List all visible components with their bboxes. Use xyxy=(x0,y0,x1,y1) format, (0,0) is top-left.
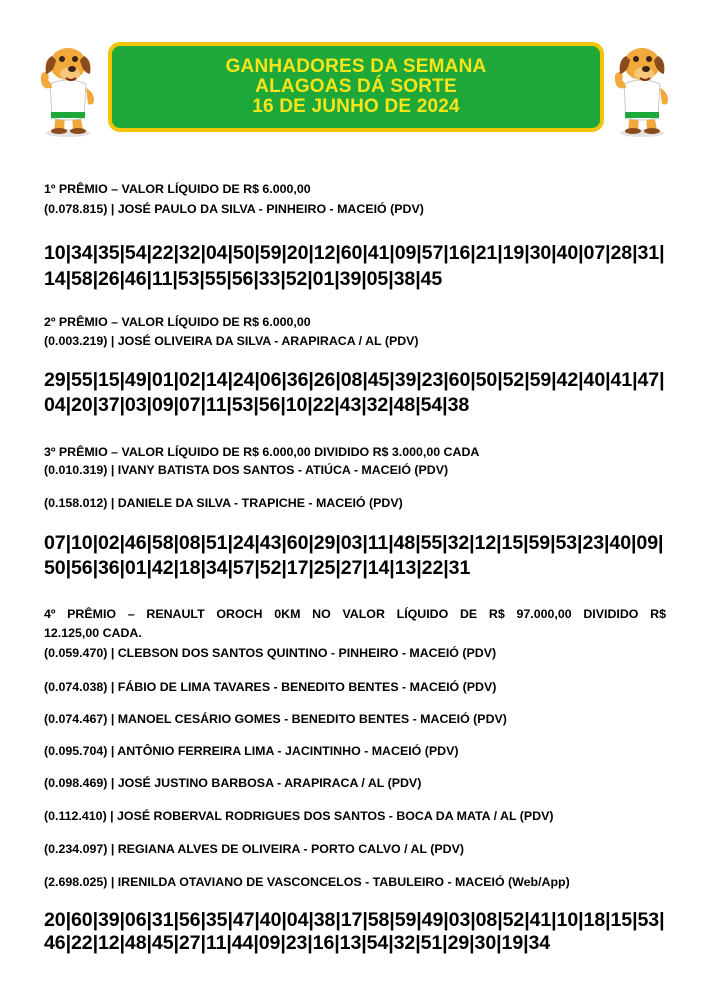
prize-4-numbers-line-1: 20|60|39|06|31|56|35|47|40|04|38|17|58|59|49|03|08|52|41|10|18|15|53| xyxy=(44,909,665,931)
prize-4-winner-5: (0.098.469) | JOSÉ JUSTINO BARBOSA - ARAPIRACA / AL (PDV) xyxy=(44,776,422,790)
prize-4-winner-6: (0.112.410) | JOSÉ ROBERVAL RODRIGUES DOS SANTOS - BOCA DA MATA / AL (PDV) xyxy=(44,809,554,823)
banner-subtitle: ALAGOAS DÁ SORTE xyxy=(255,76,457,97)
dog-mascot-icon xyxy=(610,30,674,138)
dog-mascot-icon xyxy=(36,30,100,138)
prize-1-title: 1º PRÊMIO – VALOR LÍQUIDO DE R$ 6.000,00 xyxy=(44,182,311,196)
prize-3-winner-2: (0.158.012) | DANIELE DA SILVA - TRAPICHE - MACEIÓ (PDV) xyxy=(44,496,403,510)
header-banner xyxy=(108,42,604,132)
prize-4-winner-2: (0.074.038) | FÁBIO DE LIMA TAVARES - BENEDITO BENTES - MACEIÓ (PDV) xyxy=(44,680,497,694)
prize-2-numbers-line-2: 04|20|37|03|09|07|11|53|56|10|22|43|32|48|54|38 xyxy=(44,394,470,416)
prize-4-winner-3: (0.074.467) | MANOEL CESÁRIO GOMES - BENEDITO BENTES - MACEIÓ (PDV) xyxy=(44,712,507,726)
prize-2-winner: (0.003.219) | JOSÉ OLIVEIRA DA SILVA - ARAPIRACA / AL (PDV) xyxy=(44,334,419,348)
prize-1-numbers-line-2: 14|58|26|46|11|53|55|56|33|52|01|39|05|38|45 xyxy=(44,268,443,290)
banner-title: GANHADORES DA SEMANA xyxy=(225,56,487,77)
prize-1-winner: (0.078.815) | JOSÉ PAULO DA SILVA - PINHEIRO - MACEIÓ (PDV) xyxy=(44,202,424,216)
prize-4-title: 4º PRÊMIO – RENAULT OROCH 0KM NO VALOR LÍQUIDO DE R$ 97.000,00 DIVIDIDO R$ xyxy=(44,607,666,621)
prize-4-winner-1: (0.059.470) | CLEBSON DOS SANTOS QUINTINO - PINHEIRO - MACEIÓ (PDV) xyxy=(44,646,497,660)
prize-4-winner-4: (0.095.704) | ANTÔNIO FERREIRA LIMA - JACINTINHO - MACEIÓ (PDV) xyxy=(44,744,459,758)
banner-date: 16 DE JUNHO DE 2024 xyxy=(252,96,460,117)
prize-1-numbers-line-1: 10|34|35|54|22|32|04|50|59|20|12|60|41|09|57|16|21|19|30|40|07|28|31| xyxy=(44,242,665,264)
prize-2-numbers-line-1: 29|55|15|49|01|02|14|24|06|36|26|08|45|39|23|60|50|52|59|42|40|41|47| xyxy=(44,369,665,391)
prize-3-numbers-line-1: 07|10|02|46|58|08|51|24|43|60|29|03|11|48|55|32|12|15|59|53|23|40|09| xyxy=(44,532,664,554)
prize-3-title: 3º PRÊMIO – VALOR LÍQUIDO DE R$ 6.000,00 DIVIDIDO R$ 3.000,00 CADA xyxy=(44,445,480,459)
prize-4-winner-7: (0.234.097) | REGIANA ALVES DE OLIVEIRA - PORTO CALVO / AL (PDV) xyxy=(44,842,464,856)
prize-3-winner-1: (0.010.319) | IVANY BATISTA DOS SANTOS - ATIÚCA - MACEIÓ (PDV) xyxy=(44,463,449,477)
prize-4-winner-8: (2.698.025) | IRENILDA OTAVIANO DE VASCONCELOS - TABULEIRO - MACEIÓ (Web/App) xyxy=(44,875,570,889)
prize-4-numbers-line-2: 46|22|12|48|45|27|11|44|09|23|16|13|54|32|51|29|30|19|34 xyxy=(44,932,551,954)
prize-3-numbers-line-2: 50|56|36|01|42|18|34|57|52|17|25|27|14|13|22|31 xyxy=(44,557,471,579)
prize-2-title: 2º PRÊMIO – VALOR LÍQUIDO DE R$ 6.000,00 xyxy=(44,315,311,329)
prize-4-title-continued: 12.125,00 CADA. xyxy=(44,626,142,640)
